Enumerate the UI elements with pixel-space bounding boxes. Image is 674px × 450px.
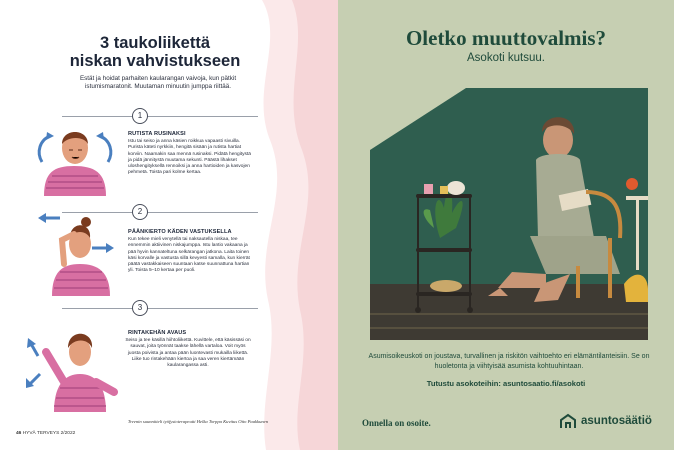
step-divider-3 bbox=[62, 308, 258, 309]
exercise-1-title: RUTISTA RUSINAKSI bbox=[128, 131, 186, 137]
exercise-1-body: Istu tai seiso ja anna käsien roikkua vapaasti sivuilla. Purista käteti nyrkkiin, hengitä sisään ja rutista hartiat korviin. Naamakin saa mennä rusinaksi. Pidätä hengitystä ja pidä jännitystä muutama sekunti. Päästä lihakset uloshengityksellä rennoiksi ja anna hartioiden ja kasvojen pehmetä. Toista pari kolme kertaa. bbox=[128, 139, 251, 176]
house-shaped-photo bbox=[370, 88, 648, 340]
logo-text: asuntosäätiö bbox=[581, 415, 652, 427]
exercise-2-body: Kun tekee mieli venytellä tai naksautella niskaa, tee ennemmin aktiivinen niskajumppa. Istu lantio vakaana ja pää hyvin kannateltuna selkärangan jatkona. Laita toinen käsi korvalle ja vastusta sillä kevyesti samalla, kun kierrät päätä vastakkaiseen suuntaan katse suunnattuna hartian yli. Toista 5–10 kertaa per puoli. bbox=[128, 237, 250, 274]
step-number-2: 2 bbox=[132, 204, 148, 220]
exercise-2-illustration bbox=[34, 200, 116, 296]
page-folio bbox=[16, 431, 75, 436]
exercise-2-title: PÄÄNKIERTO KÄDEN VASTUKSELLA bbox=[128, 229, 232, 235]
exercise-3-body: Seiso ja tee käsillä hiihtoliikettä. Kuvittele, että käsissäsi on sauvat, joita työnnät taakse lähellä vartaloa. Voit myös juosta poivista ja antaa pään luontevasti mukailla liikettä. Liike tuo rintakehään kiertoa ja saa veren kiertämään kaularangassa asti. bbox=[125, 338, 251, 369]
ad-cta-link[interactable]: Tutustu asokoteihin: asuntosaatio.fi/asokoti bbox=[426, 379, 586, 388]
ad-body-text: Asumisoikeuskoti on joustava, turvallinen ja riskitön vaihtoehto eri elämäntilanteisiin. Se on huoletonta ja viihtyisää asumista kohtuuhintaan. bbox=[368, 353, 650, 370]
house-logo-icon bbox=[560, 413, 578, 429]
article-title bbox=[30, 34, 280, 70]
illustration-credit: Treenin suunnitteli työfysioterapeutti Helka Torppa Kuvitus Otto Paakkunen bbox=[127, 419, 268, 424]
title-line-2: niskan vahvistukseen bbox=[69, 52, 241, 70]
page-number: 46 bbox=[16, 431, 22, 436]
advertisement-page bbox=[338, 0, 674, 450]
asuntosaatio-logo bbox=[560, 413, 652, 429]
article-intro: Estät ja hoidat parhaiten kaularangan vaivoja, kun pätkit istumismaratonit. Muutaman minuutin jumppa riittää. bbox=[79, 75, 237, 90]
ad-headline: Oletko muuttovalmis? bbox=[405, 26, 607, 50]
exercise-3-title: RINTAKEHÄN AVAUS bbox=[128, 330, 187, 336]
ad-subheadline: Asokoti kutsuu. bbox=[467, 52, 545, 64]
step-divider-1 bbox=[62, 116, 258, 117]
exercise-3-illustration bbox=[24, 312, 124, 412]
exercise-1-illustration bbox=[34, 122, 116, 196]
step-number-1: 1 bbox=[132, 108, 148, 124]
title-line-1: 3 taukoliikettä bbox=[99, 34, 211, 52]
ad-slogan: Onnella on osoite. bbox=[362, 418, 431, 428]
step-number-3: 3 bbox=[132, 300, 148, 316]
magazine-issue: HYVÄ TERVEYS 2/2022 bbox=[22, 431, 76, 436]
